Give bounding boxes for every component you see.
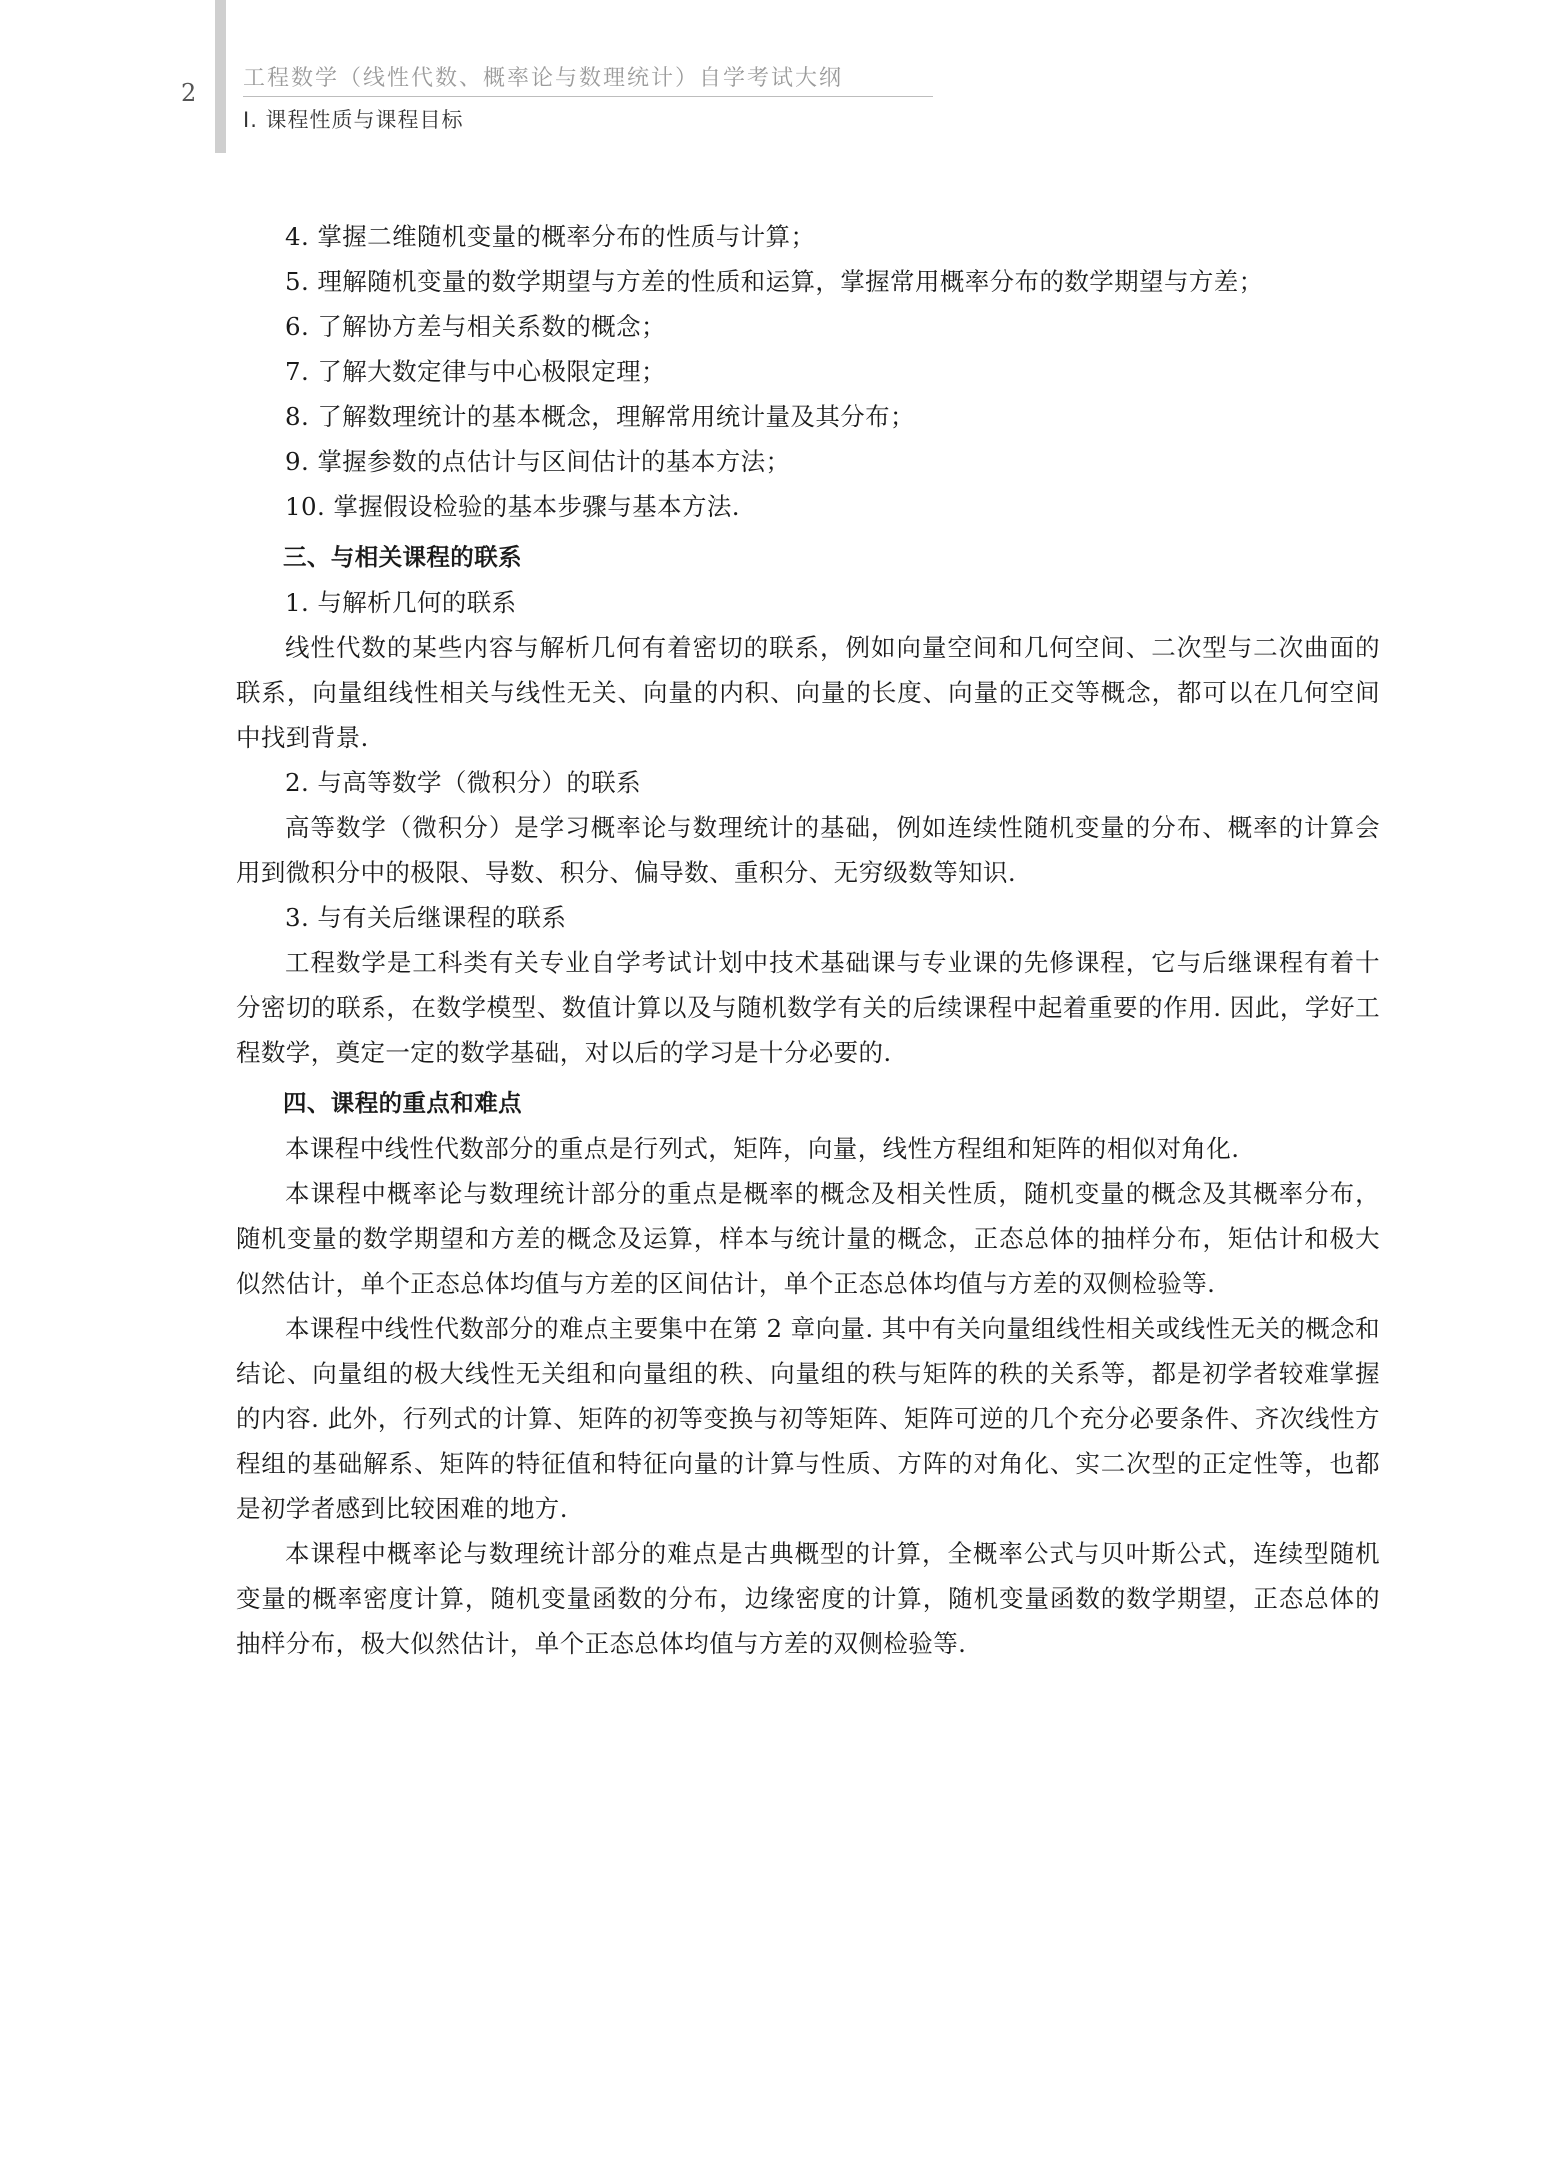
paragraph: 本课程中概率论与数理统计部分的难点是古典概型的计算，全概率公式与贝叶斯公式，连续型随机变量的概率密度计算，随机变量函数的分布，边缘密度的计算，随机变量函数的数学期望，正态总体的抽样分布，极大似然估计，单个正态总体均值与方差的双侧检验等. <box>236 1539 1380 1658</box>
subsection-title: 3. 与有关后继课程的联系 <box>285 903 567 932</box>
section-heading: 四、课程的重点和难点 <box>283 1089 522 1117</box>
subsection-title: 1. 与解析几何的联系 <box>285 588 517 617</box>
paragraph: 本课程中线性代数部分的重点是行列式，矩阵，向量，线性方程组和矩阵的相似对角化. <box>285 1134 1240 1163</box>
running-header-title: 工程数学（线性代数、概率论与数理统计）自学考试大纲 <box>243 66 844 91</box>
header-divider <box>243 96 933 97</box>
subsection-title: 2. 与高等数学（微积分）的联系 <box>285 768 642 797</box>
section-heading: 三、与相关课程的联系 <box>283 543 522 571</box>
list-item: 8. 了解数理统计的基本概念，理解常用统计量及其分布； <box>285 402 915 431</box>
running-header-chapter: Ⅰ. 课程性质与课程目标 <box>243 108 464 132</box>
paragraph: 本课程中线性代数部分的难点主要集中在第 2 章向量. 其中有关向量组线性相关或线性无关的概念和结论、向量组的极大线性无关组和向量组的秩、向量组的秩与矩阵的秩的关系等，都是初学者较难掌握的内容. 此外，行列式的计算、矩阵的初等变换与初等矩阵、矩阵可逆的几个充分必要条件、齐次线性方程组的基础解系、矩阵的特征值和特征向量的计算与性质、方阵的对角化、实二次型的正定性等，也都是初学者感到比较困难的地方. <box>236 1314 1380 1523</box>
paragraph: 线性代数的某些内容与解析几何有着密切的联系，例如向量空间和几何空间、二次型与二次曲面的联系，向量组线性相关与线性无关、向量的内积、向量的长度、向量的正交等概念，都可以在几何空间中找到背景. <box>236 633 1380 752</box>
list-item: 9. 掌握参数的点估计与区间估计的基本方法； <box>285 447 791 476</box>
page-number: 2 <box>181 79 197 107</box>
header-side-bar <box>215 0 226 153</box>
paragraph: 工程数学是工科类有关专业自学考试计划中技术基础课与专业课的先修课程，它与后继课程有着十分密切的联系，在数学模型、数值计算以及与随机数学有关的后续课程中起着重要的作用. 因此，学好工程数学，奠定一定的数学基础，对以后的学习是十分必要的. <box>236 948 1380 1067</box>
list-item: 4. 掌握二维随机变量的概率分布的性质与计算； <box>285 222 816 251</box>
list-item: 7. 了解大数定律与中心极限定理； <box>285 357 666 386</box>
paragraph: 高等数学（微积分）是学习概率论与数理统计的基础，例如连续性随机变量的分布、概率的计算会用到微积分中的极限、导数、积分、偏导数、重积分、无穷级数等知识. <box>236 813 1380 887</box>
paragraph: 本课程中概率论与数理统计部分的重点是概率的概念及相关性质，随机变量的概念及其概率分布，随机变量的数学期望和方差的概念及运算，样本与统计量的概念，正态总体的抽样分布，矩估计和极大似然估计，单个正态总体均值与方差的区间估计，单个正态总体均值与方差的双侧检验等. <box>236 1179 1380 1298</box>
list-item: 10. 掌握假设检验的基本步骤与基本方法. <box>285 492 740 521</box>
list-item: 5. 理解随机变量的数学期望与方差的性质和运算，掌握常用概率分布的数学期望与方差； <box>285 267 1264 296</box>
list-item: 6. 了解协方差与相关系数的概念； <box>285 312 666 341</box>
page-body <box>236 214 1380 1666</box>
